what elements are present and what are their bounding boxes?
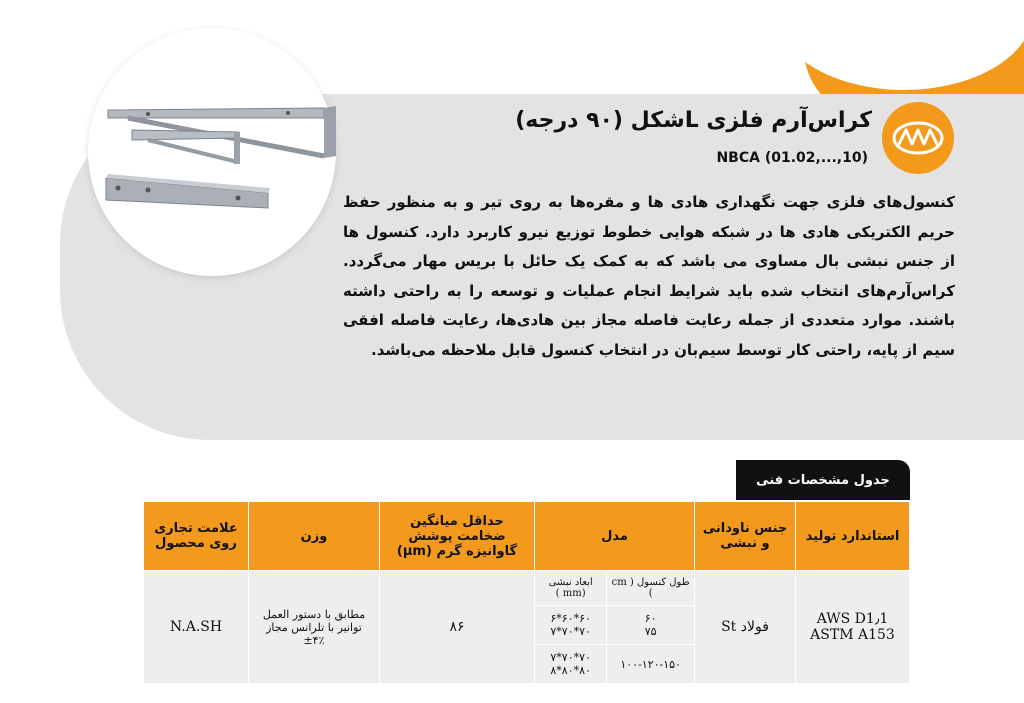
- model-length-cell: [607, 645, 695, 684]
- model-length-cell: [607, 606, 695, 645]
- table-row: [144, 571, 910, 606]
- standard-line: AWS D1٫1: [816, 611, 889, 627]
- table-header-row: [144, 502, 910, 571]
- header-material: جنس ناودانی و نبشی: [695, 502, 796, 571]
- model-length-subheader: طول کنسول ( cm ): [607, 571, 695, 606]
- header-model: مدل: [535, 502, 695, 571]
- model-dimensions-subheader: ابعاد نبشی (mm ): [535, 571, 607, 606]
- model-dimensions-cell: [535, 645, 607, 684]
- product-photo: [88, 28, 336, 276]
- weight-line: مطابق با دستور العمل: [262, 607, 366, 621]
- company-logo-icon: [882, 102, 954, 174]
- model-dimensions-line: ۸۰*۸۰*۸: [550, 664, 591, 677]
- coating-cell: ۸۶: [380, 571, 535, 684]
- header-standard: استاندارد تولید: [796, 502, 910, 571]
- model-length-line: ۱۰۰-۱۲۰-۱۵۰: [620, 657, 681, 671]
- model-dimensions-line: ۷۰*۷۰*۷: [550, 651, 591, 664]
- header-weight: وزن: [249, 502, 380, 571]
- standard-cell: [796, 571, 910, 684]
- header-trademark: علامت تجاری روی محصول: [144, 502, 249, 571]
- model-dimensions-cell: [535, 606, 607, 645]
- model-dimensions-line: ۷۰*۷۰*۷: [550, 625, 591, 638]
- trademark-cell: N.A.SH: [144, 571, 249, 684]
- product-code: NBCA (01.02,...,10): [716, 150, 868, 166]
- crossarm-product-photo: [88, 28, 336, 276]
- model-dimensions-line: ۶۰*۶۰*۶: [550, 612, 591, 625]
- spec-table-tab: جدول مشخصات فنی: [736, 460, 910, 500]
- page-title: کراس‌آرم فلزی Lشکل (۹۰ درجه): [515, 108, 872, 133]
- weight-line: ±۴٪: [303, 633, 325, 647]
- standard-line: ASTM A153: [810, 627, 895, 643]
- header-coating: حداقل میانگین ضخامت پوشش گاوانیزه گرم (µm): [380, 502, 535, 571]
- material-cell: فولاد St: [695, 571, 796, 684]
- model-length-line: ۷۵: [644, 625, 657, 638]
- product-description: کنسول‌های فلزی جهت نگهداری هادی ها و مقره‌ها به روی تیر و به منظور حفظ حریم الکتریکی هادی ها در شبکه هوایی خطوط توزیع نیرو کاربرد دارد. کنسول ها از جنس نبشی بال مساوی می باشد که به کمک یک حائل با بریس مهار می‌گردد. کراس‌آرم‌های انتخاب شده باید شرایط انجام عملیات و توسعه را به راحتی داشته باشند. موارد متعددی از جمله رعایت فاصله مجاز بین هادی‌ها، رعایت فاصله افقی سیم از پایه، راحتی کار توسط سیم‌بان در انتخاب کنسول قابل ملاحظه می‌باشد.: [343, 193, 955, 359]
- weight-cell: [249, 571, 380, 684]
- company-logo: [882, 102, 954, 174]
- weight-line: توانیر با تلرانس مجاز: [266, 620, 362, 634]
- model-length-line: ۶۰: [644, 612, 657, 625]
- spec-table: [143, 501, 910, 684]
